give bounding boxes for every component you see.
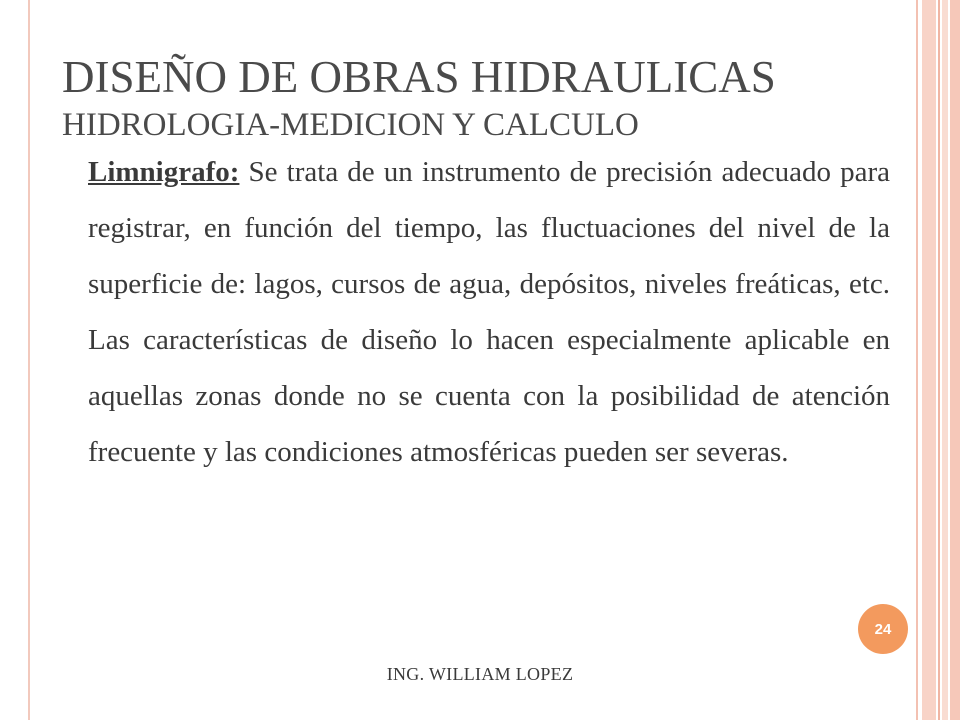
slide-title: DISEÑO DE OBRAS HIDRAULICAS [62,52,776,102]
stripe-3 [938,0,940,720]
definition-text: Se trata de un instrumento de precisión adecuado para registrar, en función del tiempo, las fluctuaciones del nivel de la superficie de: lagos, cursos de agua, depósitos, niveles freáticas, etc. Las características de diseño lo hacen especialmente aplicable en aquellas zonas donde no se cuenta con la posibilidad de atención frecuente y las condiciones atmosféricas pueden ser severas. [88,156,890,468]
definition-paragraph [88,144,890,480]
page-number-badge: 24 [858,604,908,654]
stripe-4 [942,0,948,720]
footer-author: ING. WILLIAM LOPEZ [386,664,574,684]
stripe-5 [950,0,960,720]
term-limnigrafo: Limnigrafo: [88,156,240,188]
slide-subtitle: HIDROLOGIA-MEDICION Y CALCULO [62,107,639,143]
right-decorative-stripes [916,0,960,720]
stripe-1 [916,0,918,720]
left-border-line [28,0,30,720]
stripe-2 [922,0,936,720]
